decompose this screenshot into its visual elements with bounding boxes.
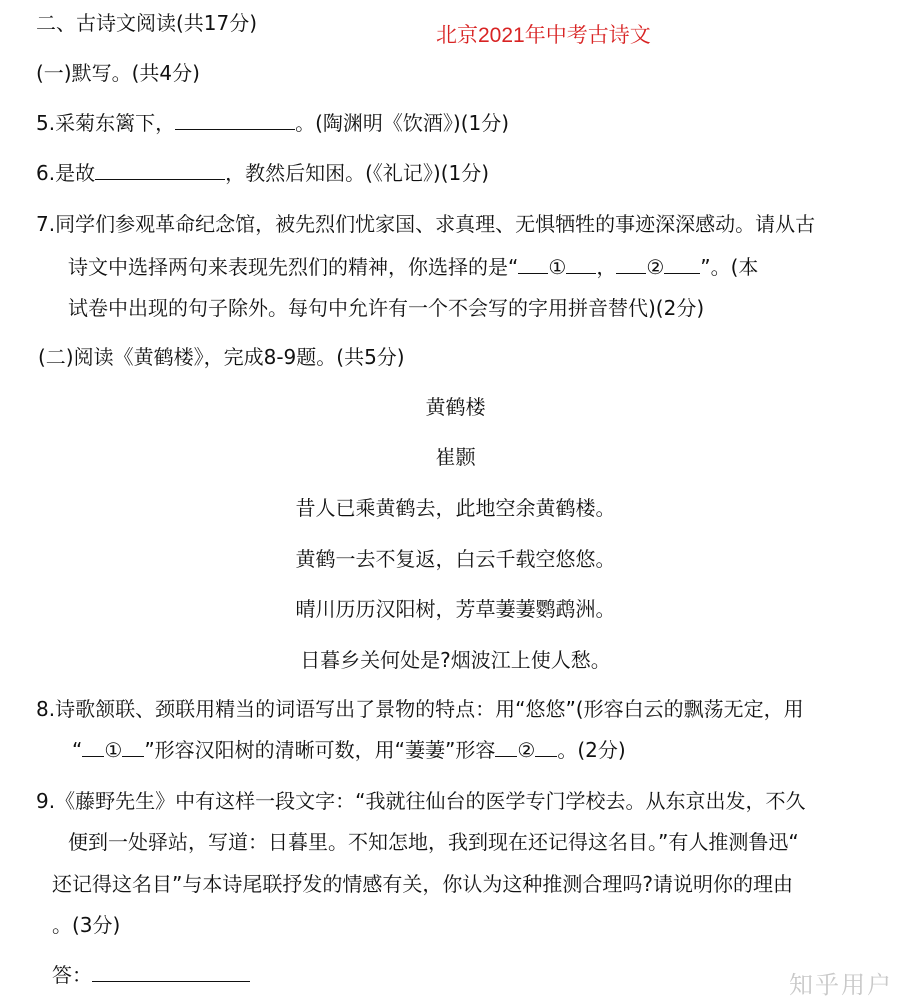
q8-open-quote: “ (72, 738, 83, 762)
q7-text-mid: ， (596, 255, 617, 279)
q8-blank-1-left (82, 738, 104, 757)
q6-text-after: ，教然后知困。(《礼记》)(1分) (225, 161, 490, 185)
q7-blank-1-right (566, 255, 596, 274)
q6-blank (95, 161, 225, 180)
q8-blank-1-right (122, 738, 144, 757)
q5-text-before: 5.采菊东篱下， (36, 111, 176, 135)
poem-title: 黄鹤楼 (425, 395, 486, 419)
watermark: 知乎用户 (789, 971, 893, 999)
q8-blank-1-marker: ① (104, 738, 123, 762)
q7-blank-2-left (616, 255, 646, 274)
q5-text-after: 。(陶渊明《饮酒》)(1分) (295, 111, 510, 135)
q7-blank-2-marker: ② (646, 255, 665, 279)
question-7-line3: 试卷中出现的句子除外。每句中允许有一个不会写的字用拼音替代)(2分) (68, 296, 705, 320)
question-9-line2: 便到一处驿站，写道：日暮里。不知怎地，我到现在还记得这名目。”有人推测鲁迅“ (68, 830, 799, 854)
question-9-line3: 还记得这名目”与本诗尾联抒发的情感有关，你认为这种推测合理吗?请说明你的理由 (52, 872, 793, 896)
part1-heading: (一)默写。(共4分) (36, 61, 200, 85)
part2-heading: (二)阅读《黄鹤楼》，完成8-9题。(共5分) (38, 345, 405, 369)
poem-author: 崔颢 (435, 445, 476, 469)
q8-blank-2-right (535, 738, 557, 757)
answer-blank (92, 963, 250, 982)
q7-blank-1-left (518, 255, 548, 274)
poem-line-2: 黄鹤一去不复返，白云千载空悠悠。 (295, 547, 616, 571)
question-7-line1: 7.同学们参观革命纪念馆，被先烈们忧家国、求真理、无惧牺牲的事迹深深感动。请从古 (36, 212, 816, 236)
question-7-line2 (68, 254, 758, 280)
q5-blank (175, 111, 295, 130)
answer-line (52, 962, 250, 988)
q7-blank-1-marker: ① (548, 255, 567, 279)
question-8-line2 (72, 737, 626, 763)
question-6 (36, 160, 489, 186)
section-title: 二、古诗文阅读(共17分) (36, 11, 258, 35)
q7-text-after: ”。(本 (700, 255, 759, 279)
q7-blank-2-right (664, 255, 700, 274)
poem-line-4: 日暮乡关何处是?烟波江上使人愁。 (300, 648, 611, 672)
q8-text-mid: ”形容汉阳树的清晰可数，用“萋萋”形容 (144, 738, 496, 762)
question-5 (36, 110, 509, 136)
answer-label: 答： (52, 963, 92, 987)
question-8-line1: 8.诗歌颔联、颈联用精当的词语写出了景物的特点：用“悠悠”(形容白云的飘荡无定，用 (36, 697, 804, 721)
poem-line-3: 晴川历历汉阳树，芳草萋萋鹦鹉洲。 (295, 597, 616, 621)
q7-text-before: 诗文中选择两句来表现先烈们的精神，你选择的是“ (68, 255, 519, 279)
q8-blank-2-left (495, 738, 517, 757)
q6-text-before: 6.是故 (36, 161, 96, 185)
question-9-line4: 。(3分) (52, 913, 121, 937)
q8-text-after: 。(2分) (557, 738, 626, 762)
poem-line-1: 昔人已乘黄鹤去，此地空余黄鹤楼。 (295, 496, 616, 520)
red-title: 北京2021年中考古诗文 (436, 24, 651, 47)
q8-blank-2-marker: ② (517, 738, 536, 762)
question-9-line1: 9.《藤野先生》中有这样一段文字：“我就往仙台的医学专门学校去。从东京出发，不久 (36, 789, 806, 813)
